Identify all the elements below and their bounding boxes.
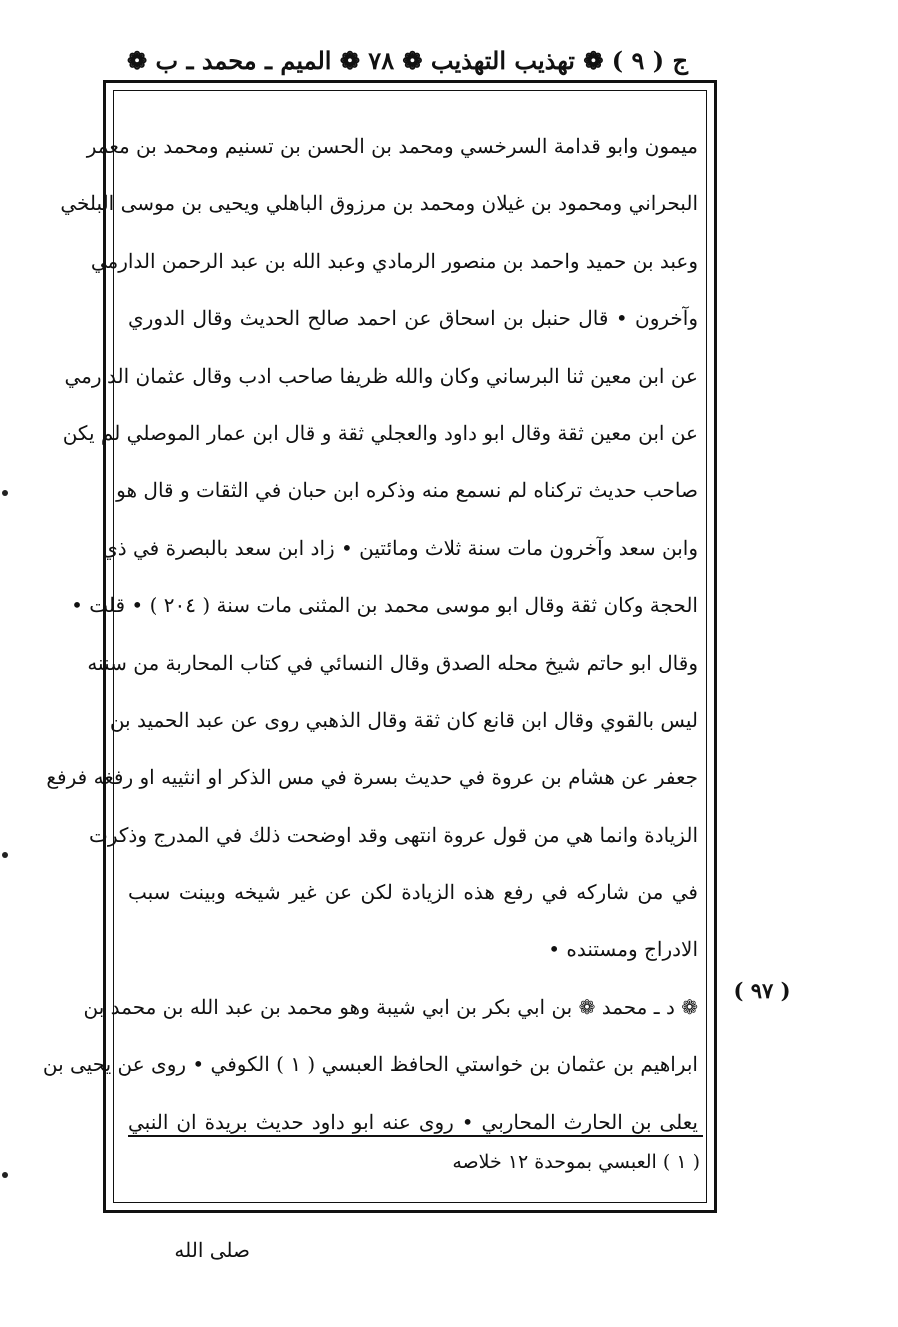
- text-line-7: صاحب حديث تركناه لم نسمع منه وذكره ابن حبان في الثقات و قال هو: [116, 478, 698, 503]
- page-header: ج ( ٩ ) ❁ تهذيب التهذيب ❁ ٧٨ ❁ الميم ـ محمد ـ ب ❁: [127, 46, 688, 75]
- entry-number: ( ٩٧ ): [733, 978, 791, 1003]
- text-line-5: عن ابن معين ثنا البرساني وكان والله ظريفا صاحب ادب وقال عثمان الدارمي: [64, 363, 698, 388]
- footnote: ( ١ ) العبسي بموحدة ١٢ خلاصه: [452, 1151, 700, 1173]
- body-text: [42, 118, 698, 1151]
- text-line-14: في من شاركه في رفع هذه الزيادة لكن عن غير شيخه وبينت سبب: [128, 880, 698, 905]
- text-line-11: ليس بالقوي وقال ابن قانع كان ثقة وقال الذهبي روى عن عبد الحميد بن: [109, 707, 698, 732]
- text-line-6: عن ابن معين ثقة وقال ابو داود والعجلي ثقة و قال ابن عمار الموصلي لم يكن: [62, 420, 698, 445]
- text-line-17: ابراهيم بن عثمان بن خواستي الحافظ العبسي ( ١ ) الكوفي • روى عن يحيى بن: [42, 1052, 698, 1077]
- scan-speck: [2, 852, 8, 858]
- text-line-4: وآخرون • قال حنبل بن اسحاق عن احمد صالح الحديث وقال الدوري: [128, 306, 698, 331]
- scan-speck: [2, 1172, 8, 1178]
- text-line-9: الحجة وكان ثقة وقال ابو موسى محمد بن المثنى مات سنة ( ٢٠٤ ) • قلت •: [71, 593, 698, 618]
- scan-speck: [2, 490, 8, 496]
- text-line-1: ميمون وابو قدامة السرخسي ومحمد بن الحسن بن تسنيم ومحمد بن معمر: [86, 134, 698, 158]
- text-line-13: الزيادة وانما هي من قول عروة انتهى وقد اوضحت ذلك في المدرج وذكرت: [89, 822, 698, 847]
- text-line-12: جعفر عن هشام بن عروة في حديث بسرة في مس الذكر او انثييه او رفغه فرفع: [46, 765, 698, 790]
- text-line-2: البحراني ومحمود بن غيلان ومحمد بن مرزوق الباهلي ويحيى بن موسى البلخي: [60, 191, 698, 216]
- text-line-15: الادراج ومستنده •: [548, 937, 698, 962]
- text-line-3: وعبد بن حميد واحمد بن منصور الرمادي وعبد الله بن عبد الرحمن الدارمي: [90, 248, 698, 273]
- text-line-8: وابن سعد وآخرون مات سنة ثلاث ومائتين • زاد ابن سعد بالبصرة في ذي: [102, 535, 698, 560]
- text-line-16: ❁ د ـ محمد ❁ بن ابي بكر بن ابي شيبة وهو محمد بن عبد الله بن محمد بن: [83, 994, 698, 1019]
- catchword: صلى الله: [174, 1238, 250, 1262]
- text-line-10: وقال ابو حاتم شيخ محله الصدق وقال النسائي في كتاب المحاربة من سننه: [87, 650, 698, 675]
- text-line-18: يعلى بن الحارث المحاربي • روى عنه ابو داود حديث بريدة ان النبي: [128, 1109, 698, 1134]
- footnote-divider: [128, 1135, 703, 1137]
